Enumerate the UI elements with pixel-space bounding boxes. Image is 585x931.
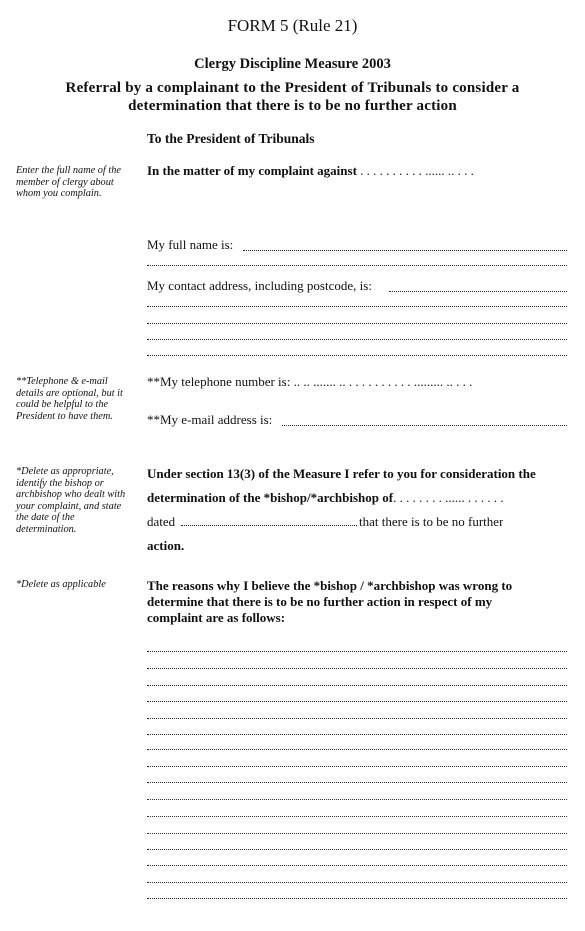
section-line-2-label: determination of the *bishop/*archbishop of	[147, 490, 394, 505]
note-delete-identify: *Delete as appropriate, identify the bishop or archbishop who dealt with your complaint, and state the date of the determination.	[16, 466, 126, 535]
reasons-line-2: determine that there is to be no further action in respect of my	[147, 594, 493, 609]
reasons-input-line-5[interactable]	[147, 717, 567, 719]
addressee: To the President of Tribunals	[147, 131, 315, 146]
reasons-input-line-6[interactable]	[147, 733, 567, 735]
reasons-input-line-2[interactable]	[147, 667, 567, 669]
note-delete-applicable: *Delete as applicable	[16, 579, 106, 590]
address-input-line-5[interactable]	[147, 354, 567, 356]
reasons-input-line-7[interactable]	[147, 748, 567, 750]
reasons-input-line-3[interactable]	[147, 684, 567, 686]
full-name-input-line[interactable]	[243, 249, 567, 251]
telephone-field[interactable]	[147, 374, 567, 390]
date-input-line[interactable]	[181, 524, 357, 526]
bishop-field[interactable]	[147, 490, 567, 506]
measure-title: Clergy Discipline Measure 2003	[194, 56, 391, 72]
reasons-input-line-4[interactable]	[147, 700, 567, 702]
reasons-heading	[147, 578, 572, 626]
reasons-input-line-14[interactable]	[147, 864, 567, 866]
telephone-label: **My telephone number is:	[147, 374, 291, 389]
email-input-line[interactable]	[282, 424, 567, 426]
reasons-input-line-10[interactable]	[147, 798, 567, 800]
reasons-input-line-11[interactable]	[147, 815, 567, 817]
note-phone-email: **Telephone & e-mail details are optional, but it could be helpful to the President to have them.	[16, 376, 123, 422]
action-label: action.	[147, 538, 185, 553]
email-label: **My e-mail address is:	[147, 412, 273, 427]
reasons-input-line-16[interactable]	[147, 897, 567, 899]
dated-suffix: that there is to be no further	[359, 514, 504, 529]
form-heading-line-1: Referral by a complainant to the President of Tribunals to consider a	[65, 80, 520, 96]
telephone-dots: .. .. ....... .. . . . . . . . . . . ......... .. . . .	[290, 374, 473, 389]
complaint-against-dots: . . . . . . . . . . ...... .. . . .	[356, 163, 474, 178]
full-name-input-line-2[interactable]	[147, 264, 567, 266]
address-input-line-4[interactable]	[147, 338, 567, 340]
contact-address-label: My contact address, including postcode, is:	[147, 278, 372, 293]
full-name-label: My full name is:	[147, 237, 234, 252]
section-line-1: Under section 13(3) of the Measure I refer to you for consideration the	[147, 466, 536, 481]
reasons-line-1: The reasons why I believe the *bishop / *archbishop was wrong to	[147, 578, 513, 593]
address-input-line-1[interactable]	[389, 290, 567, 292]
reasons-input-line-15[interactable]	[147, 881, 567, 883]
address-input-line-3[interactable]	[147, 322, 567, 324]
form-heading	[0, 79, 585, 115]
form-title: FORM 5 (Rule 21)	[227, 16, 358, 35]
reasons-input-line-13[interactable]	[147, 848, 567, 850]
complaint-against-label: In the matter of my complaint against	[147, 163, 357, 178]
reasons-input-line-1[interactable]	[147, 650, 567, 652]
reasons-line-3: complaint are as follows:	[147, 610, 286, 625]
reasons-input-line-9[interactable]	[147, 781, 567, 783]
address-input-line-2[interactable]	[147, 305, 567, 307]
form-heading-line-2: determination that there is to be no further action	[128, 98, 457, 114]
reasons-input-line-12[interactable]	[147, 832, 567, 834]
bishop-dots: . . . . . . . . ...... . . . . . .	[393, 490, 504, 505]
complaint-against-field[interactable]	[147, 163, 567, 179]
dated-label: dated	[147, 514, 176, 529]
reasons-input-line-8[interactable]	[147, 765, 567, 767]
note-clergy-name: Enter the full name of the member of clergy about whom you complain.	[16, 165, 121, 200]
